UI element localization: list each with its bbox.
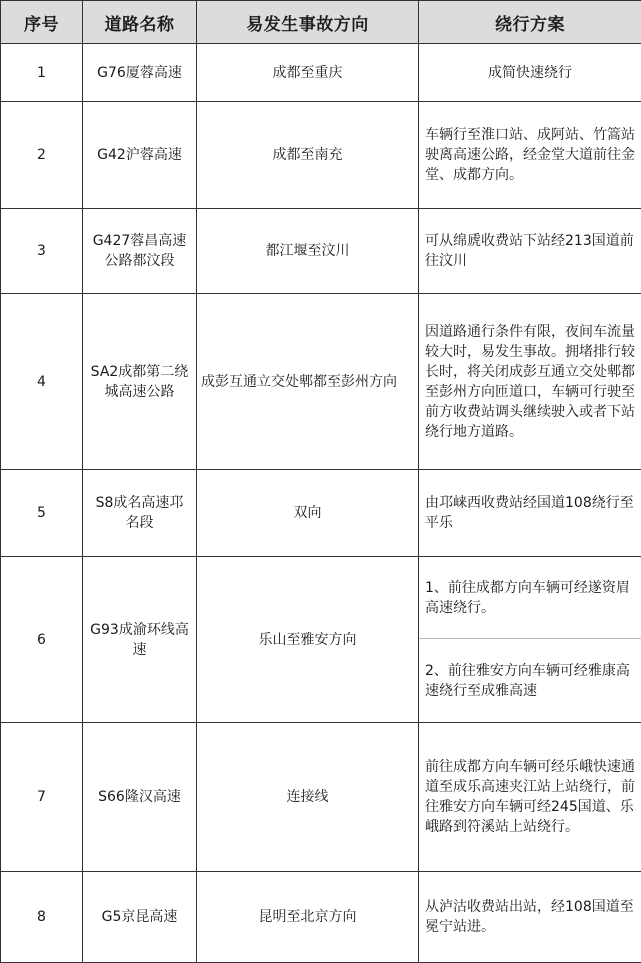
table-row	[1, 209, 641, 294]
road-name: S8成名高速邛名段	[83, 470, 197, 557]
detour-plan	[419, 557, 641, 723]
detour-plan: 成简快速绕行	[419, 44, 641, 102]
table-row	[1, 44, 641, 102]
header-plan: 绕行方案	[419, 1, 641, 44]
detour-plan: 前往成都方向车辆可经乐峨快速通道至成乐高速夹江站上站绕行，前往雅安方向车辆可经245国道、乐峨路到符溪站上站绕行。	[419, 723, 641, 872]
row-index: 8	[1, 872, 83, 963]
road-name: SA2成都第二绕城高速公路	[83, 294, 197, 470]
table-row	[1, 470, 641, 557]
road-name: G93成渝环线高速	[83, 557, 197, 723]
detour-plan: 因道路通行条件有限，夜间车流量较大时，易发生事故。拥堵排行较长时，将关闭成彭互通立交处郫都至彭州方向匝道口，车辆可行驶至前方收费站调头继续驶入或者下站绕行地方道路。	[419, 294, 641, 470]
row-index: 6	[1, 557, 83, 723]
table-row	[1, 872, 641, 963]
row-index: 3	[1, 209, 83, 294]
detour-plan-option-1: 1、前往成都方向车辆可经遂资眉高速绕行。	[419, 557, 641, 639]
road-name: G76厦蓉高速	[83, 44, 197, 102]
accident-direction: 成都至重庆	[197, 44, 419, 102]
accident-direction: 双向	[197, 470, 419, 557]
detour-plan: 由邛崃西收费站经国道108绕行至平乐	[419, 470, 641, 557]
detour-plan: 车辆行至淮口站、成阿站、竹篙站驶离高速公路，经金堂大道前往金堂、成都方向。	[419, 102, 641, 209]
road-name: G5京昆高速	[83, 872, 197, 963]
header-index: 序号	[1, 1, 83, 44]
header-direction: 易发生事故方向	[197, 1, 419, 44]
header-road: 道路名称	[83, 1, 197, 44]
table-row	[1, 723, 641, 872]
accident-direction: 成都至南充	[197, 102, 419, 209]
row-index: 2	[1, 102, 83, 209]
row-index: 4	[1, 294, 83, 470]
accident-direction: 连接线	[197, 723, 419, 872]
header-row	[1, 1, 641, 44]
accident-direction: 都江堰至汶川	[197, 209, 419, 294]
accident-direction: 乐山至雅安方向	[197, 557, 419, 723]
road-name: G427蓉昌高速公路都汶段	[83, 209, 197, 294]
detour-plan: 从泸沽收费站出站，经108国道至冕宁站进。	[419, 872, 641, 963]
table-row	[1, 102, 641, 209]
table-row	[1, 557, 641, 723]
table-row	[1, 294, 641, 470]
detour-plan: 可从绵虒收费站下站经213国道前往汶川	[419, 209, 641, 294]
row-index: 5	[1, 470, 83, 557]
accident-direction: 昆明至北京方向	[197, 872, 419, 963]
row-index: 7	[1, 723, 83, 872]
detour-plan-option-2: 2、前往雅安方向车辆可经雅康高速绕行至成雅高速	[419, 639, 641, 722]
row-index: 1	[1, 44, 83, 102]
road-name: G42沪蓉高速	[83, 102, 197, 209]
accident-direction: 成彭互通立交处郫都至彭州方向	[197, 294, 419, 470]
road-name: S66隆汉高速	[83, 723, 197, 872]
